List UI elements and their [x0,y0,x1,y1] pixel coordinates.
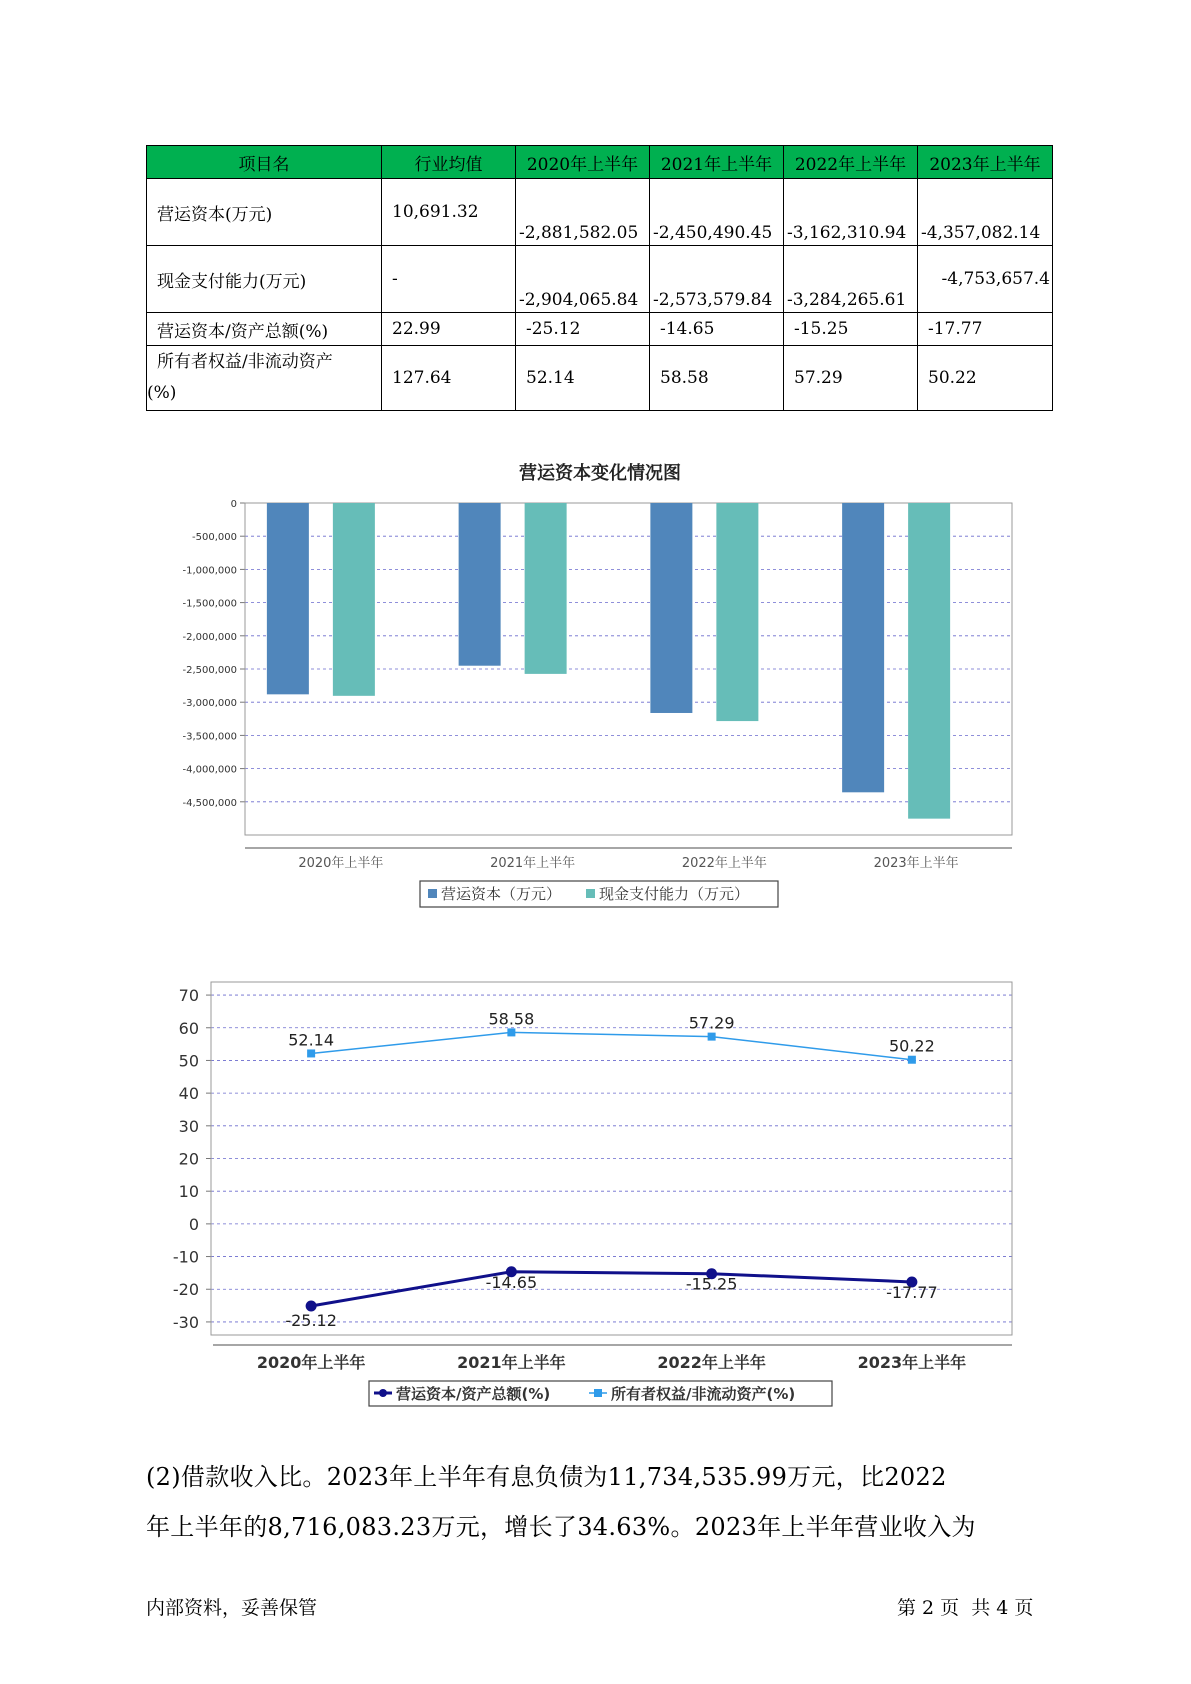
data-label: -17.77 [886,1282,938,1302]
row-name: 营运资本/资产总额(%) [147,313,382,346]
data-point [908,1056,916,1064]
y-tick-label: -1,000,000 [182,565,237,577]
series-line-working-capital-ratio [311,1272,912,1306]
y-tick-label: -4,000,000 [182,764,237,776]
y-tick-label: 20 [178,1149,199,1169]
paragraph-line-2: 年上半年的8,716,083.23万元，增长了34.63%。2023年上半年营业收入为 [146,1513,976,1541]
table-header-cell: 行业均值 [382,146,516,179]
y-tick-label: 70 [178,986,199,1006]
row-industry-avg: - [382,246,516,313]
x-tick-label: 2022年上半年 [657,1353,766,1372]
x-tick-label: 2023年上半年 [857,1353,967,1372]
row-value: -17.77 [918,313,1053,346]
row-value: -2,881,582.05 [516,179,650,246]
footer-confidential: 内部资料，妥善保管 [146,1597,318,1619]
row-value: -2,904,065.84 [516,246,650,313]
row-value: -4,357,082.14 [918,179,1053,246]
x-tick-label: 2023年上半年 [873,856,959,871]
table-header-cell: 2023年上半年 [918,146,1053,179]
legend-label: 现金支付能力（万元） [599,885,750,903]
y-tick-label: -500,000 [192,532,237,544]
data-label: -14.65 [485,1272,538,1292]
row-value: -14.65 [650,313,784,346]
data-label: 52.14 [288,1030,335,1050]
row-value: -2,573,579.84 [650,246,784,313]
y-tick-label: 40 [178,1084,199,1104]
y-tick-label: -10 [172,1247,199,1267]
legend-label: 营运资本（万元） [441,885,562,903]
data-label: -25.12 [285,1310,337,1330]
footer-page-number: 第 2 页 共 4 页 [897,1597,1034,1619]
x-tick-label: 2022年上半年 [681,856,767,871]
y-tick-label: -20 [172,1280,199,1300]
table-header-cell: 2021年上半年 [650,146,784,179]
y-tick-label: -2,500,000 [182,665,237,676]
y-tick-label: 10 [178,1182,199,1202]
data-label: -15.25 [685,1274,738,1294]
legend-label: 营运资本/资产总额(%) [396,1385,551,1403]
row-industry-avg: 22.99 [382,313,516,346]
x-tick-label: 2021年上半年 [490,856,576,871]
y-tick-label: 50 [178,1051,199,1071]
row-value: -15.25 [784,313,918,346]
y-tick-label: -1,500,000 [182,598,237,610]
row-value: 52.14 [516,346,650,411]
y-tick-label: 60 [178,1018,199,1038]
data-label: 58.58 [488,1009,535,1029]
row-value: 50.22 [918,346,1053,411]
table-header-cell: 项目名 [147,146,382,179]
paragraph-line-1: (2)借款收入比。2023年上半年有息负债为11,734,535.99万元，比2022 [146,1463,947,1491]
row-name-line2: (%) [147,383,177,403]
row-industry-avg: 127.64 [382,346,516,411]
row-name: 现金支付能力(万元) [147,246,382,313]
chart-title: 营运资本变化情况图 [519,463,681,484]
row-name-line1: 所有者权益/非流动资产 [157,352,333,372]
data-point [307,1049,315,1057]
legend-marker [594,1389,602,1397]
data-label: 57.29 [688,1013,735,1033]
x-tick-label: 2021年上半年 [457,1353,566,1372]
row-name: 营运资本(万元) [147,179,382,246]
row-value: 57.29 [784,346,918,411]
series-line-equity-ratio [311,1032,912,1059]
y-tick-label: 0 [188,1214,199,1234]
row-value: -3,284,265.61 [784,246,918,313]
y-tick-label: -2,000,000 [182,631,237,643]
y-tick-label: 0 [230,499,237,510]
row-value: -3,162,310.94 [784,179,918,246]
data-label: 50.22 [888,1036,935,1056]
row-industry-avg: 10,691.32 [382,179,516,246]
row-value: -25.12 [516,313,650,346]
legend-marker [379,1389,387,1397]
x-tick-label: 2020年上半年 [298,856,384,871]
data-point [306,1300,317,1311]
y-tick-label: -30 [172,1312,199,1332]
row-value: 58.58 [650,346,784,411]
data-point [507,1028,515,1036]
row-value: -2,450,490.45 [650,179,784,246]
y-tick-label: -4,500,000 [182,797,237,809]
legend-label: 所有者权益/非流动资产(%) [611,1385,796,1403]
table-header-cell: 2022年上半年 [784,146,918,179]
data-point [708,1033,716,1041]
x-tick-label: 2020年上半年 [256,1353,366,1372]
y-tick-label: -3,500,000 [182,731,237,743]
y-tick-label: -3,000,000 [182,698,237,710]
row-value: -4,753,657.4 [918,246,1053,313]
table-header-cell: 2020年上半年 [516,146,650,179]
y-tick-label: 30 [178,1116,199,1136]
